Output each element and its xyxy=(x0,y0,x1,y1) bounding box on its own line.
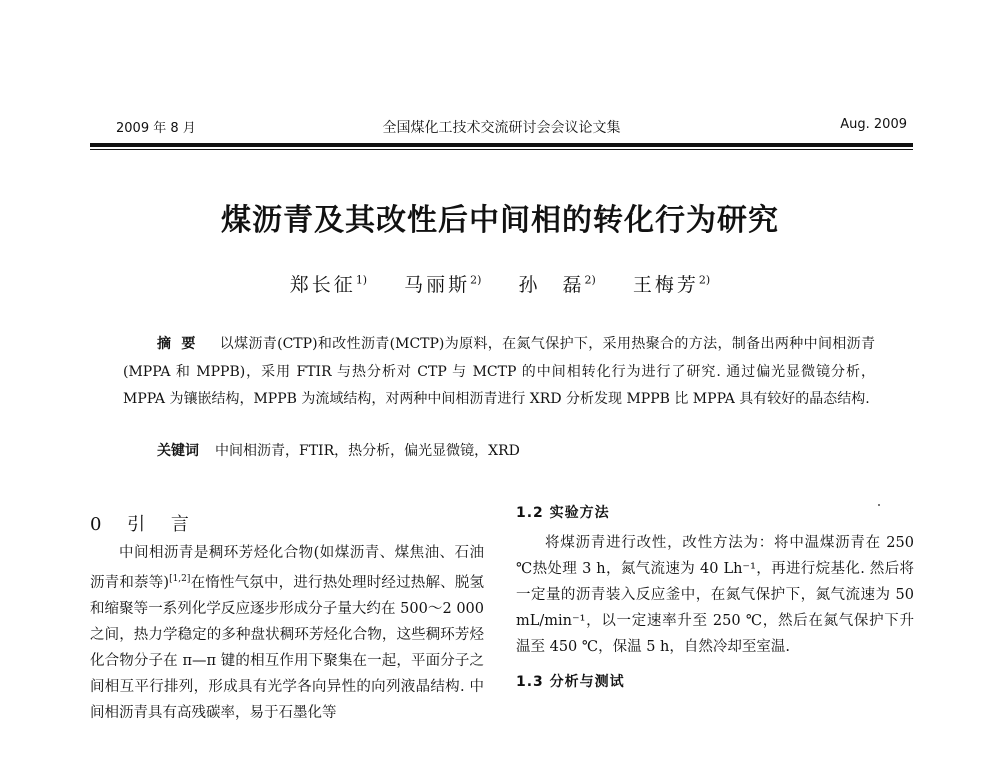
header-journal-title: 全国煤化工技术交流研讨会会议论文集 xyxy=(382,120,621,136)
left-column xyxy=(90,510,484,726)
running-header xyxy=(90,117,913,137)
intro-paragraph xyxy=(90,540,484,726)
affiliation-mark: 1) xyxy=(355,273,368,287)
abstract-label: 摘要 xyxy=(157,336,206,352)
author-name: 郑长征 xyxy=(289,274,356,296)
keywords-text: 中间相沥青，FTIR，热分析，偏光显微镜，XRD xyxy=(215,443,520,459)
author-3 xyxy=(519,274,596,296)
author-1 xyxy=(290,274,367,296)
paper-title: 煤沥青及其改性后中间相的转化行为研究 xyxy=(221,203,779,238)
keywords-label: 关键词 xyxy=(157,443,199,459)
section-heading-intro: 0 引 言 xyxy=(90,514,199,535)
intro-text-b: 在惰性气氛中，进行热处理时经过热解、脱氢和缩聚等一系列化学反应逐步形成分子量大约在 500～2 000 之间，热力学稳定的多种盘状稠环芳烃化合物，这些稠环芳烃化合物分子在 π—π 键的相互作用下聚集在一起，平面分子之间相互平行排列，形成具有光学各向异性的向列液晶结构. 中间相沥青具有高残碳率，易于石墨化等 xyxy=(90,574,484,721)
affiliation-mark: 2) xyxy=(698,273,711,287)
author-2 xyxy=(404,274,481,296)
author-list xyxy=(0,270,1000,297)
section-heading-analysis: 1.3 分析与测试 xyxy=(516,674,625,690)
author-name: 马丽斯 xyxy=(404,274,471,296)
intro-text-a: 中间相沥青是稠环芳烃化合物(如煤沥青、煤焦油、石油沥青和萘等) xyxy=(90,545,484,591)
section-heading-method: 1.2 实验方法 xyxy=(516,505,610,521)
author-name: 王梅芳 xyxy=(632,274,699,296)
affiliation-mark: 2) xyxy=(470,273,482,287)
author-4 xyxy=(633,274,710,296)
header-date-cn: 2009 年 8 月 xyxy=(116,121,196,136)
keywords xyxy=(157,440,857,460)
header-rule-thick xyxy=(90,143,913,147)
header-date-en: Aug. 2009 xyxy=(840,117,907,132)
method-paragraph: 将煤沥青进行改性，改性方法为：将中温煤沥青在 250 ℃热处理 3 h，氮气流速为 40 Lh⁻¹，再进行烷基化. 然后将一定量的沥青装入反应釜中，在氮气保护下，氮气流速为 50 mL/min⁻¹，以一定速率升至 250 ℃，然后在氮气保护下升温至 450 ℃，保温 5 h，自然冷却至室温. xyxy=(516,535,914,655)
scan-speck xyxy=(878,504,880,506)
affiliation-mark: 2) xyxy=(584,273,596,287)
abstract xyxy=(123,331,875,414)
abstract-text: 以煤沥青(CTP)和改性沥青(MCTP)为原料，在氮气保护下，采用热聚合的方法，制备出两种中间相沥青(MPPA 和 MPPB)，采用 FTIR 与热分析对 CTP 与 MCTP 的中间相转化行为进行了研究. 通过偏光显微镜分析，MPPA 为镶嵌结构，MPPB 为流域结构，对两种中间相沥青进行 XRD 分析发现 MPPB 比 MPPA 具有较好的晶态结构. xyxy=(123,336,876,407)
author-name: 孙 磊 xyxy=(518,274,585,296)
right-column xyxy=(516,502,914,691)
header-rule-thin xyxy=(90,149,913,150)
citation-mark: [1,2] xyxy=(169,574,191,584)
